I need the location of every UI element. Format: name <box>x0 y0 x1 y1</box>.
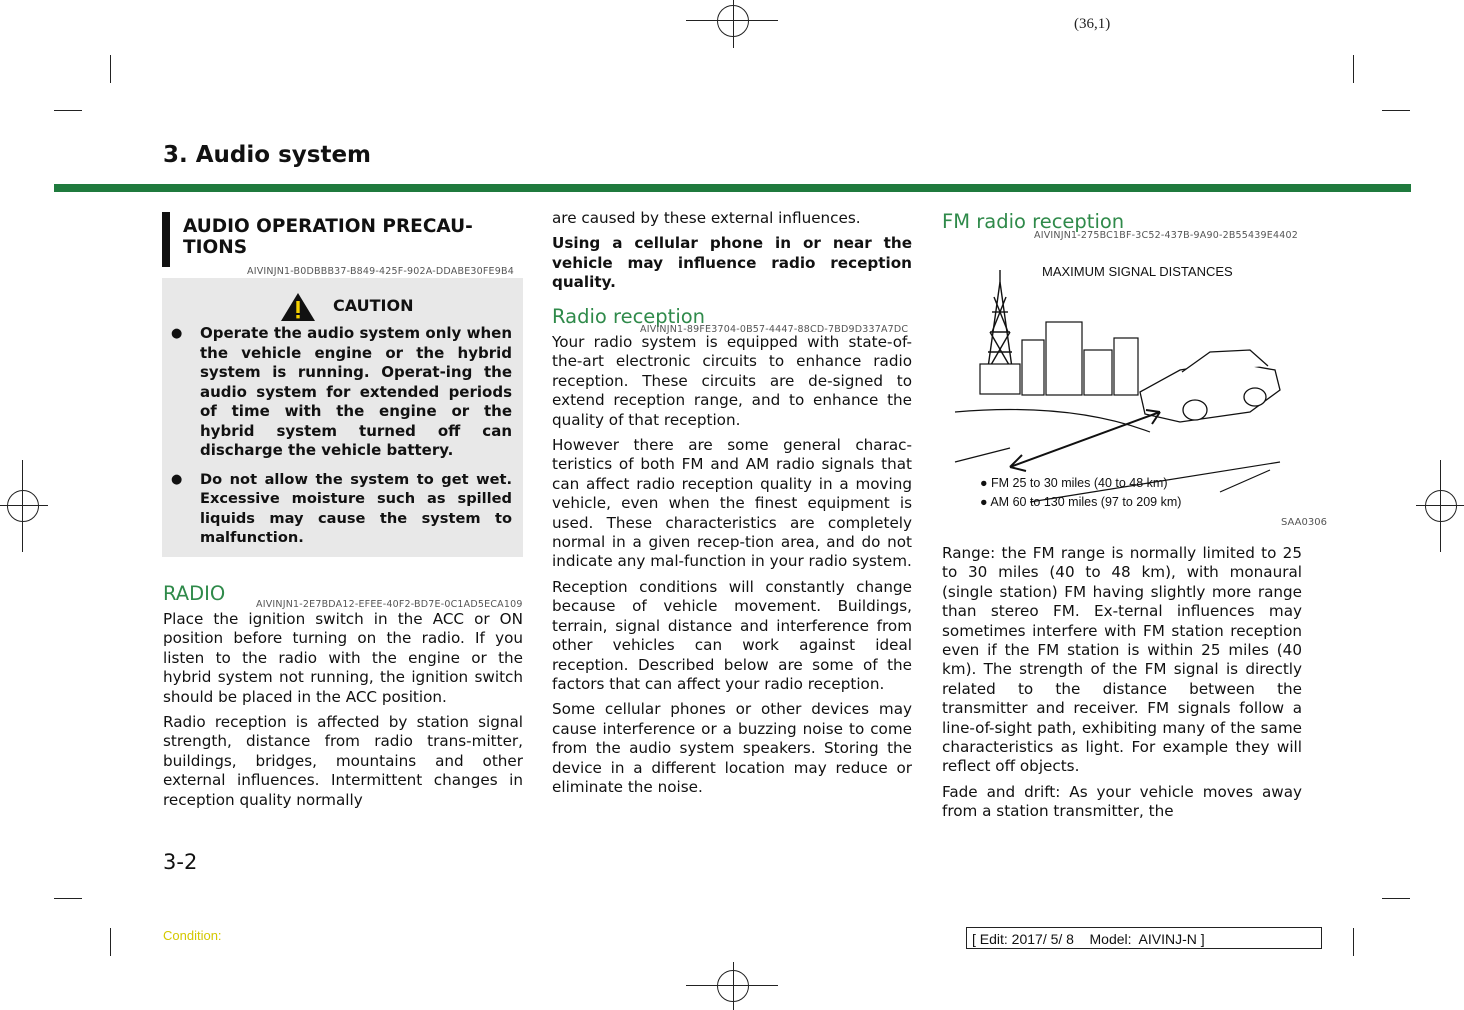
figure-am-line <box>980 495 1181 509</box>
paragraph: Range: the FM range is normally limited to 25 to 30 miles (40 to 48 km), with monaural (single station) FM having slightly more range than stereo FM. Ex-ternal influences may sometimes interfere with FM station reception even if the FM station is within 25 miles (40 km). The strength of the FM signal is directly related to the distance between the transmitter and receiver. FM signals follow a line-of-sight path, exhibiting many of the same characteristics as light. For example they will reflect off objects. <box>942 544 1302 776</box>
caution-item <box>171 324 512 461</box>
caution-item-text: Do not allow the system to get wet. Excessive moisture such as spilled liquids may cause the system to malfunction. <box>200 470 512 546</box>
signal-distance-figure <box>950 252 1340 532</box>
precautions-heading-block <box>162 212 524 268</box>
radio-heading: RADIO <box>163 582 226 605</box>
page-marker: (36,1) <box>1074 16 1111 32</box>
precautions-code: AIVINJN1-B0DBBB37-B849-425F-902A-DDABE30FE9B4 <box>247 266 514 277</box>
section-divider <box>54 184 1411 192</box>
figure-code: SAA0306 <box>1281 517 1327 528</box>
buildings-icon <box>980 322 1138 395</box>
double-arrow-icon <box>1010 410 1160 471</box>
caution-item-text: Operate the audio system only when the vehicle engine or the hybrid system is running. Operat-ing the audio system for extended periods of time with the engine or the hybrid system turned off can discharge the vehicle battery. <box>200 324 512 459</box>
signal-distance-illustration <box>950 252 1340 512</box>
paragraph: are caused by these external influences. <box>552 209 861 227</box>
bullet-icon: ● <box>171 471 183 487</box>
bullet-icon: ● <box>171 326 183 341</box>
fm-body <box>942 544 1302 828</box>
bullet-icon: ● <box>980 476 992 490</box>
radio-code: AIVINJN1-2E7BDA12-EFEE-40F2-BD7E-0C1AD5ECA109 <box>256 599 523 610</box>
warning-icon <box>280 292 316 322</box>
fm-line-text: FM 25 to 30 miles (40 to 48 km) <box>991 476 1168 490</box>
car-icon <box>1140 350 1280 422</box>
radio-reception-heading: Radio reception <box>552 305 706 328</box>
caution-box <box>162 278 523 557</box>
warning-paragraph: Using a cellular phone in or near the vehicle may influence radio reception quality. <box>552 234 912 292</box>
condition-label: Condition: <box>163 928 222 943</box>
radio-reception-code: AIVINJN1-89FE3704-0B57-4447-88CD-7BD9D337A7DC <box>640 324 909 335</box>
fm-code: AIVINJN1-275BC1BF-3C52-437B-9A90-2B55439E4402 <box>1034 230 1298 241</box>
heading-bar <box>162 212 170 267</box>
caution-title: CAUTION <box>333 296 414 315</box>
radio-reception-body <box>552 333 912 803</box>
paragraph: Radio reception is affected by station signal strength, distance from radio trans-mitter, buildings, bridges, mountains and other external influences. Intermittent changes in reception quality normally <box>163 713 523 809</box>
bullet-icon: ● <box>980 495 991 509</box>
figure-title: MAXIMUM SIGNAL DISTANCES <box>1042 264 1233 279</box>
paragraph: Your radio system is equipped with state-of-the-art electronic circuits to enhance radio reception. These circuits are de-signed to extend reception range, and to enhance the quality of that reception. <box>552 333 912 429</box>
paragraph: Place the ignition switch in the ACC or ON position before turning on the radio. If you listen to the radio with the engine or the hybrid system not running, the ignition switch should be placed in the ACC position. <box>163 610 523 706</box>
paragraph: However there are some general charac-teristics of both FM and AM radio signals that can affect radio reception quality in a moving vehicle, even when the finest equipment is used. These characteristics are completely normal in a given recep-tion area, and do not indicate any mal-function in your radio system. <box>552 436 912 571</box>
radio-body <box>163 610 523 816</box>
fm-heading: FM radio reception <box>942 210 1125 233</box>
edit-info-box: [ Edit: 2017/ 5/ 8 Model: AIVINJ-N ] <box>966 927 1322 949</box>
page-number: 3-2 <box>163 850 198 874</box>
paragraph: Fade and drift: As your vehicle moves away from a station transmitter, the <box>942 782 1302 821</box>
figure-fm-line <box>980 476 1167 490</box>
am-line-text: AM 60 to 130 miles (97 to 209 km) <box>990 495 1182 509</box>
middle-column <box>552 209 912 299</box>
caution-list <box>171 324 512 557</box>
precautions-heading: AUDIO OPERATION PRECAU- TIONS <box>183 216 473 258</box>
paragraph: Reception conditions will constantly change because of vehicle movement. Buildings, terrain, signal distance and interference from other vehicles can work against ideal reception. Described below are some of the factors that can affect your radio reception. <box>552 577 912 693</box>
section-title: 3. Audio system <box>163 142 372 168</box>
paragraph: Some cellular phones or other devices may cause interference or a buzzing noise to come from the audio system speakers. Storing the device in a different location may reduce or eliminate the noise. <box>552 700 912 796</box>
caution-item <box>171 470 512 548</box>
